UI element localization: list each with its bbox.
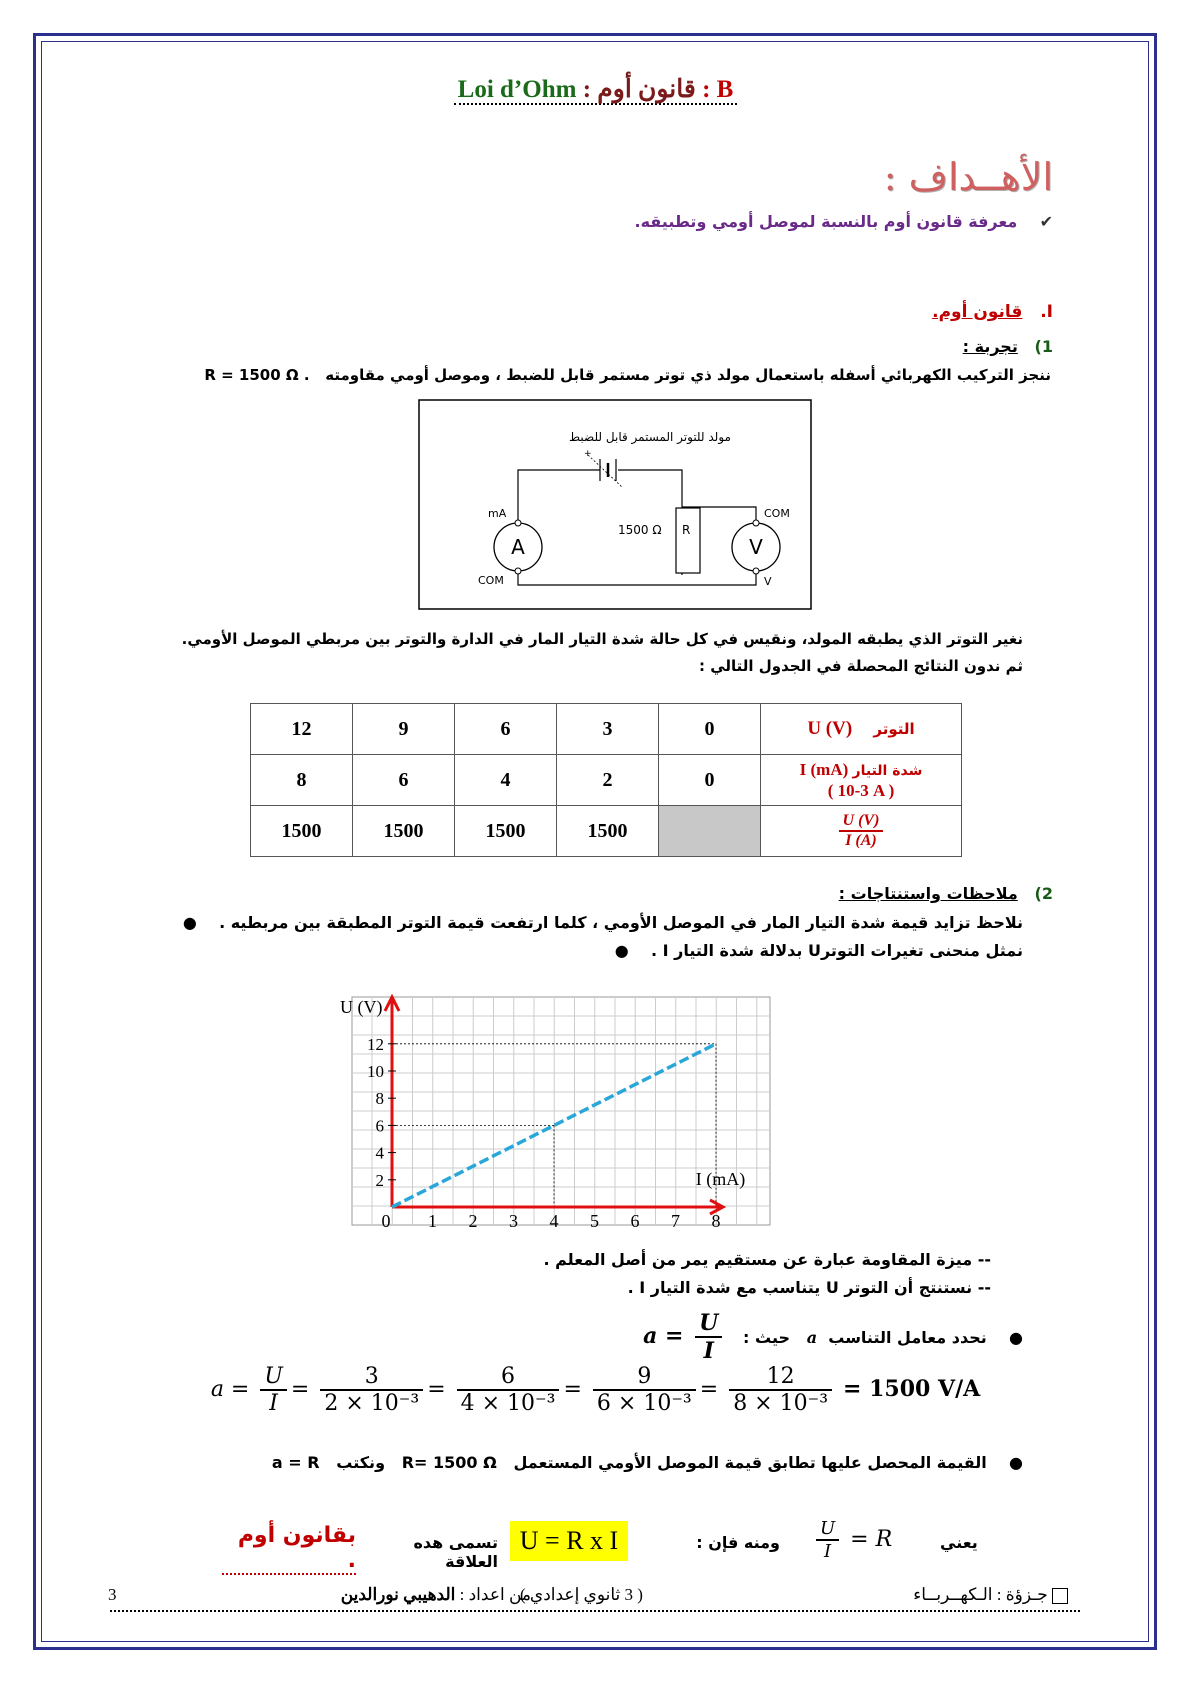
ohm-law-formula: U = R x I bbox=[510, 1521, 628, 1561]
objectives-heading: الأهــداف : bbox=[883, 155, 1053, 199]
coefficient-symbol: a bbox=[806, 1328, 818, 1347]
current-unit: ( 10-3 A ) bbox=[827, 780, 895, 800]
law-eq-r: = R bbox=[850, 1527, 893, 1552]
coefficient-text: نحدد معامل التناسب bbox=[828, 1328, 987, 1347]
coefficient-lhs: a = bbox=[643, 1323, 684, 1349]
paragraph-procedure: نغير التوتر الذي يطبقه المولد، ونقيس في كل حالة شدة التيار المار في الدارة والتوتر بين مربطي الموصل الأومي. bbox=[181, 630, 1023, 648]
title-colon: : bbox=[582, 76, 592, 103]
law-means: يعني bbox=[940, 1533, 978, 1552]
table-cell: 9 bbox=[353, 704, 455, 755]
table-row bbox=[251, 704, 962, 755]
eq-result: = 1500 V/A bbox=[843, 1376, 981, 1402]
coefficient-den: I bbox=[703, 1338, 714, 1364]
table-cell: 12 bbox=[251, 704, 353, 755]
chart-y-tick-label: 10 bbox=[367, 1062, 384, 1081]
results-table bbox=[250, 703, 962, 857]
table-row-header-current bbox=[761, 755, 962, 806]
subsection-title: تجربة : bbox=[962, 337, 1018, 356]
chart-x-tick-label: 4 bbox=[549, 1211, 559, 1231]
value-text: القيمة المحصل عليها تطابق قيمة الموصل الأومي المستعمل bbox=[513, 1453, 987, 1472]
law-called: تسمى هده العلاقة bbox=[413, 1533, 498, 1571]
footer-level: ( 3 ثانوي إعدادي ) bbox=[520, 1585, 643, 1604]
value-r: R= 1500 Ω bbox=[401, 1453, 497, 1472]
checkbox-icon bbox=[1052, 1588, 1068, 1604]
chart-x-tick-label: 7 bbox=[671, 1211, 680, 1231]
footer-author-name: الدهيبي نورالدين bbox=[340, 1585, 456, 1604]
ammeter-terminal-ma: mA bbox=[488, 507, 507, 520]
chart-x-tick-label: 3 bbox=[509, 1211, 518, 1231]
coefficient-num: U bbox=[695, 1310, 722, 1338]
section-number: I. bbox=[1040, 302, 1053, 322]
coefficient-equation: a = $\frac{U}{I}$ = $\frac{3}{\text{2 × 10⁻³}}$ = $\frac{6}{\text{4 × 10⁻³}}$ = $\frac{9}{\text{6 × 10⁻³}}$ = $\frac{12}{\text{8 × 10⁻³}}$ = 1500 V/A bbox=[210, 1364, 981, 1416]
ratio-denominator: I (A) bbox=[845, 832, 877, 849]
table-row-header-voltage bbox=[761, 704, 962, 755]
value-eq: a = R bbox=[271, 1453, 320, 1472]
law-name: بقانون أوم . bbox=[222, 1523, 356, 1575]
chart-x-tick-label: 8 bbox=[711, 1211, 721, 1231]
voltage-label: التوتر bbox=[873, 720, 915, 738]
voltage-symbol: U (V) bbox=[807, 718, 853, 739]
chart-x-tick-label: 5 bbox=[590, 1211, 599, 1231]
ratio-numerator: U (V) bbox=[839, 812, 884, 832]
eq-frac-den: 2 × 10⁻³ bbox=[324, 1391, 420, 1416]
chart-x-tick-label: 6 bbox=[630, 1211, 640, 1231]
law-ratio bbox=[812, 1518, 892, 1562]
observation-2: نمثل منحنى تغيرات التوترU بدلالة شدة التيار I . ● bbox=[614, 941, 1023, 960]
observation-text: نلاحظ تزايد قيمة شدة التيار المار في الموصل الأومي ، كلما ارتفعت قيمة التوتر المطبقة بين مربطيه . bbox=[219, 913, 1023, 932]
footer-line bbox=[110, 1610, 1080, 1612]
value-and: ونكتب bbox=[336, 1453, 386, 1472]
conclusion-2: -- نستنتج أن التوتر U يتناسب مع شدة التيار I . bbox=[627, 1278, 991, 1297]
coefficient-line: ● نحدد معامل التناسب a حيث : a = $\frac{U}{I}$ bbox=[643, 1310, 1023, 1364]
section-heading bbox=[932, 302, 1053, 322]
footer-part bbox=[913, 1585, 1068, 1605]
section-title: قانون أوم. bbox=[932, 302, 1023, 322]
chart-x-tick-label: 1 bbox=[428, 1211, 437, 1231]
subsection-title: ملاحظات واستنتاجات : bbox=[838, 884, 1018, 903]
current-label: شدة التيار bbox=[852, 762, 923, 779]
eq-frac-num: 6 bbox=[457, 1364, 560, 1391]
footer-by: من اعداد : bbox=[459, 1585, 531, 1604]
subsection-1-heading bbox=[963, 337, 1053, 356]
page-number: 3 bbox=[108, 1585, 117, 1604]
law-frac-num: U bbox=[816, 1518, 839, 1541]
value-line: ● القيمة المحصل عليها تطابق قيمة الموصل الأومي المستعمل R= 1500 Ω ونكتب a = R bbox=[271, 1453, 1023, 1472]
table-cell: 0 bbox=[659, 704, 761, 755]
eq-frac-num: U bbox=[260, 1364, 287, 1391]
eq-frac-num: 12 bbox=[729, 1364, 832, 1391]
chart-x-axis-label: I (mA) bbox=[695, 1169, 746, 1189]
law-hence: ومنه فإن : bbox=[696, 1533, 780, 1552]
conclusion-1: -- ميزة المقاومة عبارة عن مستقيم يمر من أصل المعلم . bbox=[543, 1250, 991, 1269]
chart-y-tick-label: 4 bbox=[375, 1143, 384, 1163]
title-arabic: قانون أوم bbox=[597, 76, 696, 103]
check-icon: ✔ bbox=[1039, 212, 1053, 231]
eq-frac-den: I bbox=[269, 1391, 278, 1416]
eq-frac-den: 8 × 10⁻³ bbox=[733, 1391, 829, 1416]
setup-text: ننجز التركيب الكهربائي أسفله باستعمال مولد ذي توتر مستمر قابل للضبط ، وموصل أومي مقاومته bbox=[325, 366, 1051, 384]
voltmeter-terminal-v: V bbox=[764, 575, 772, 588]
chart-y-tick-label: 6 bbox=[375, 1116, 384, 1136]
eq-frac-num: 9 bbox=[593, 1364, 696, 1391]
chart-x-tick-label: 0 bbox=[381, 1211, 391, 1231]
observation-text: نمثل منحنى تغيرات التوترU بدلالة شدة التيار I . bbox=[650, 941, 1023, 960]
resistance-value: R = 1500 Ω . bbox=[204, 366, 310, 384]
table-cell: 6 bbox=[353, 755, 455, 806]
table-row bbox=[251, 806, 962, 857]
subsection-2-heading bbox=[839, 884, 1053, 903]
table-cell: 3 bbox=[557, 704, 659, 755]
circuit-diagram bbox=[418, 399, 812, 610]
table-cell-empty bbox=[659, 806, 761, 857]
resistor-icon bbox=[676, 508, 700, 573]
table-cell: 6 bbox=[455, 704, 557, 755]
current-symbol: I (mA) bbox=[799, 759, 849, 779]
eq-a: a = bbox=[210, 1377, 250, 1402]
table-row-header-ratio bbox=[761, 806, 962, 857]
eq-frac-den: 4 × 10⁻³ bbox=[460, 1391, 556, 1416]
chart-x-tick-label: 2 bbox=[468, 1211, 478, 1231]
law-frac-den: I bbox=[824, 1541, 832, 1562]
voltmeter-terminal-com: COM bbox=[764, 507, 790, 520]
resistor-label: R bbox=[682, 523, 691, 537]
subsection-number: 1) bbox=[1034, 337, 1053, 356]
objective-item bbox=[634, 212, 1053, 231]
svg-text:+: + bbox=[584, 449, 592, 459]
paragraph-table-intro: ثم ندون النتائج المحصلة في الجدول التالي : bbox=[698, 657, 1023, 675]
table-row bbox=[251, 755, 962, 806]
table-cell: 1500 bbox=[251, 806, 353, 857]
footer-part-text: جـزؤة : الـكهــربــاء bbox=[913, 1585, 1048, 1604]
title-colon-2: : bbox=[702, 76, 711, 103]
u-i-chart bbox=[330, 985, 790, 1235]
voltmeter-symbol: V bbox=[749, 535, 763, 559]
ammeter-terminal-com: COM bbox=[478, 574, 504, 587]
table-cell: 1500 bbox=[353, 806, 455, 857]
resistor-value-label: 1500 Ω bbox=[618, 523, 662, 537]
coefficient-where: حيث : bbox=[743, 1328, 791, 1347]
page-title bbox=[0, 74, 1191, 104]
paragraph-setup bbox=[204, 366, 1051, 384]
table-cell: 1500 bbox=[557, 806, 659, 857]
eq-frac-num: 3 bbox=[320, 1364, 423, 1391]
title-letter: B bbox=[716, 76, 734, 103]
chart-y-tick-label: 2 bbox=[375, 1170, 384, 1190]
footer-author bbox=[341, 1585, 531, 1605]
chart-y-tick-label: 12 bbox=[367, 1034, 384, 1054]
objective-text: معرفة قانون أوم بالنسبة لموصل أومي وتطبيقه. bbox=[634, 212, 1018, 231]
generator-label: مولد للتوتر المستمر قابل للضبط bbox=[569, 430, 731, 444]
table-cell: 1500 bbox=[455, 806, 557, 857]
eq-frac-den: 6 × 10⁻³ bbox=[596, 1391, 692, 1416]
table-cell: 8 bbox=[251, 755, 353, 806]
title-latin: Loi d’Ohm bbox=[457, 76, 577, 103]
chart-y-tick-label: 8 bbox=[375, 1089, 384, 1109]
table-cell: 0 bbox=[659, 755, 761, 806]
chart-y-axis-label: U (V) bbox=[340, 997, 383, 1017]
table-cell: 4 bbox=[455, 755, 557, 806]
table-cell: 2 bbox=[557, 755, 659, 806]
observation-1: نلاحظ تزايد قيمة شدة التيار المار في الموصل الأومي ، كلما ارتفعت قيمة التوتر المطبقة بين مربطيه . ● bbox=[182, 913, 1023, 932]
subsection-number: 2) bbox=[1034, 884, 1053, 903]
ammeter-symbol: A bbox=[511, 535, 525, 559]
